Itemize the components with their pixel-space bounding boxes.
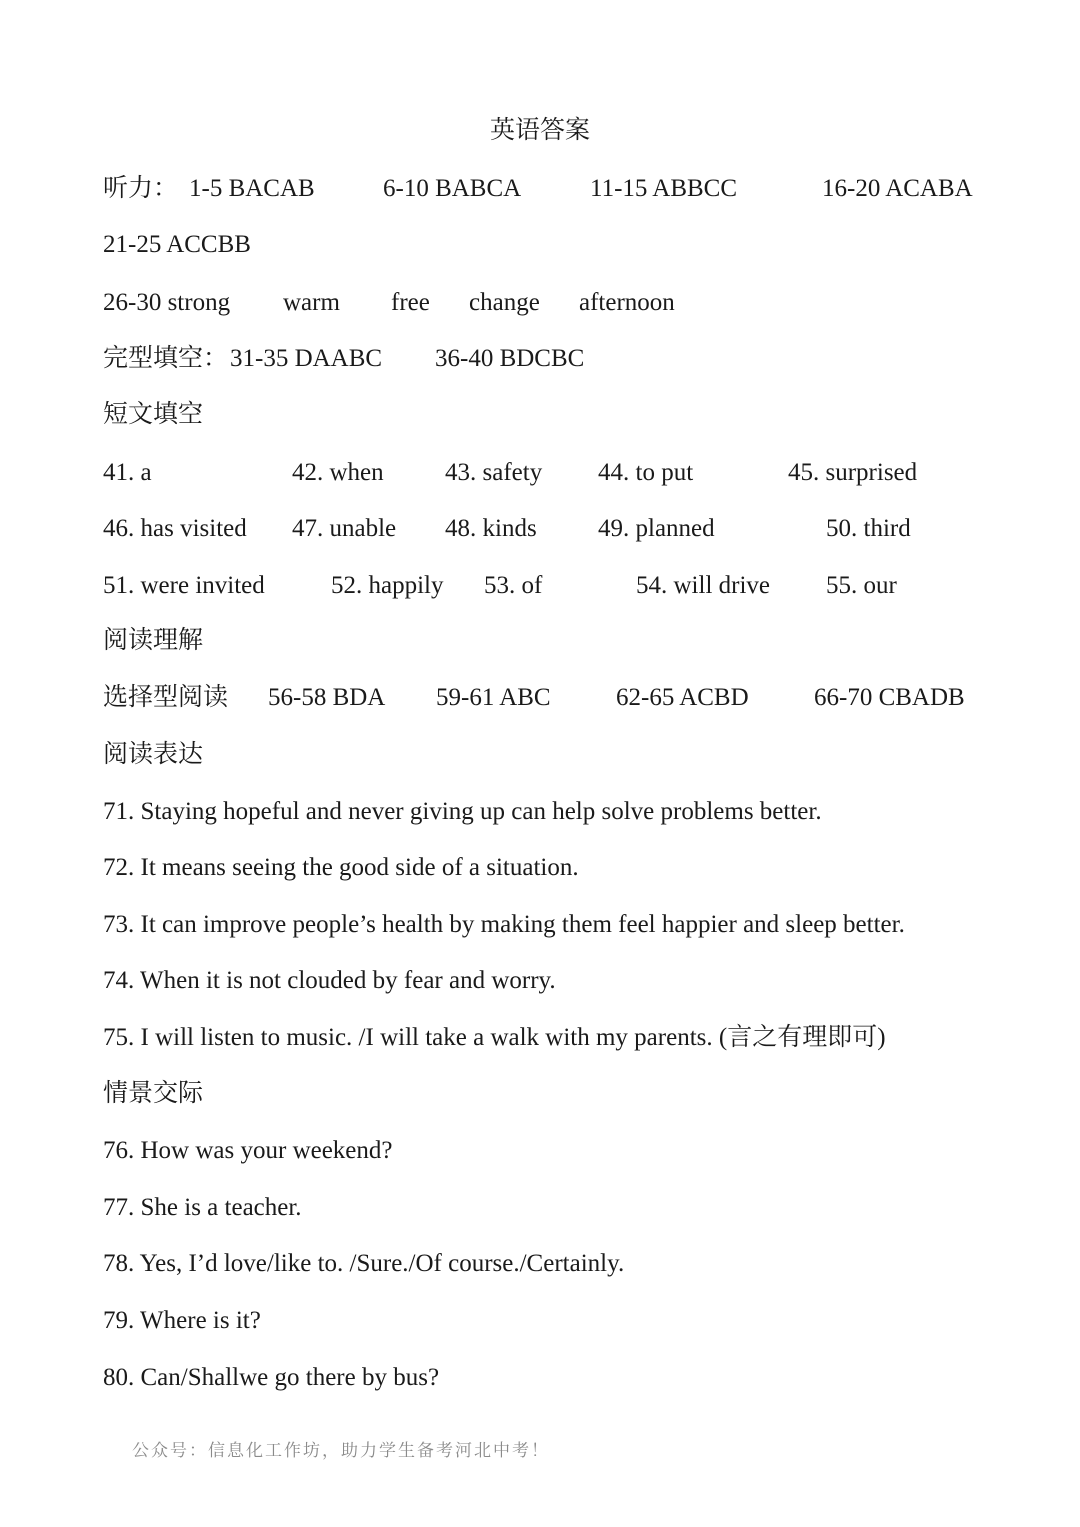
answer-item: 50. third xyxy=(826,515,911,542)
answer-line: 80. Can/Shallwe go there by bus? xyxy=(103,1364,440,1391)
listening-group: 16-20 ACABA xyxy=(822,175,973,202)
section-heading: 情景交际 xyxy=(103,1080,204,1107)
answer-item: 42. when xyxy=(292,459,384,486)
cloze-group: 31-35 DAABC xyxy=(230,345,383,372)
answer-item: 52. happily xyxy=(331,572,444,599)
listening-group: 21-25 ACCBB xyxy=(103,231,251,258)
listening-word: change xyxy=(469,289,540,316)
answer-line: 72. It means seeing the good side of a situation. xyxy=(103,854,579,881)
answer-item: 53. of xyxy=(484,572,543,599)
answer-item: 51. were invited xyxy=(103,572,265,599)
listening-group: 1-5 BACAB xyxy=(189,175,315,202)
cloze-label: 完型填空： xyxy=(103,345,229,372)
answer-line: 78. Yes, I’d love/like to. /Sure./Of course./Certainly. xyxy=(103,1250,625,1277)
answer-item: 49. planned xyxy=(598,515,715,542)
reading-group: 56-58 BDA xyxy=(268,684,386,711)
listening-word: afternoon xyxy=(579,289,675,316)
answer-item: 54. will drive xyxy=(636,572,771,599)
listening-group: 6-10 BABCA xyxy=(383,175,522,202)
footer-note: 公众号：信息化工作坊，助力学生备考河北中考！ xyxy=(132,1441,550,1461)
reading-choice-label: 选择型阅读 xyxy=(103,684,229,711)
answer-item: 43. safety xyxy=(445,459,543,486)
page-title: 英语答案 xyxy=(489,117,590,144)
listening-group: 11-15 ABBCC xyxy=(590,175,738,202)
reading-group: 66-70 CBADB xyxy=(814,684,965,711)
listening-word: free xyxy=(391,289,430,316)
answer-item: 48. kinds xyxy=(445,515,537,542)
answer-line: 71. Staying hopeful and never giving up can help solve problems better. xyxy=(103,798,822,825)
answer-item: 47. unable xyxy=(292,515,397,542)
answer-line: 76. How was your weekend? xyxy=(103,1137,393,1164)
cloze-group: 36-40 BDCBC xyxy=(435,345,585,372)
answer-line: 75. I will listen to music. /I will take a walk with my parents. (言之有理即可) xyxy=(103,1024,886,1051)
answer-item: 46. has visited xyxy=(103,515,247,542)
answer-line: 73. It can improve people’s health by making them feel happier and sleep better. xyxy=(103,911,905,938)
listening-words-label: 26-30 strong xyxy=(103,289,231,316)
answer-item: 44. to put xyxy=(598,459,694,486)
section-heading: 短文填空 xyxy=(103,401,204,428)
answer-line: 74. When it is not clouded by fear and worry. xyxy=(103,967,556,994)
answer-item: 45. surprised xyxy=(788,459,918,486)
reading-group: 59-61 ABC xyxy=(436,684,551,711)
answer-line: 79. Where is it? xyxy=(103,1307,261,1334)
listening-word: warm xyxy=(283,289,340,316)
answer-line: 77. She is a teacher. xyxy=(103,1194,302,1221)
answer-item: 55. our xyxy=(826,572,897,599)
section-heading: 阅读理解 xyxy=(103,627,204,654)
reading-group: 62-65 ACBD xyxy=(616,684,749,711)
answer-item: 41. a xyxy=(103,459,152,486)
listening-label: 听力： xyxy=(103,175,179,202)
section-heading: 阅读表达 xyxy=(103,741,204,768)
